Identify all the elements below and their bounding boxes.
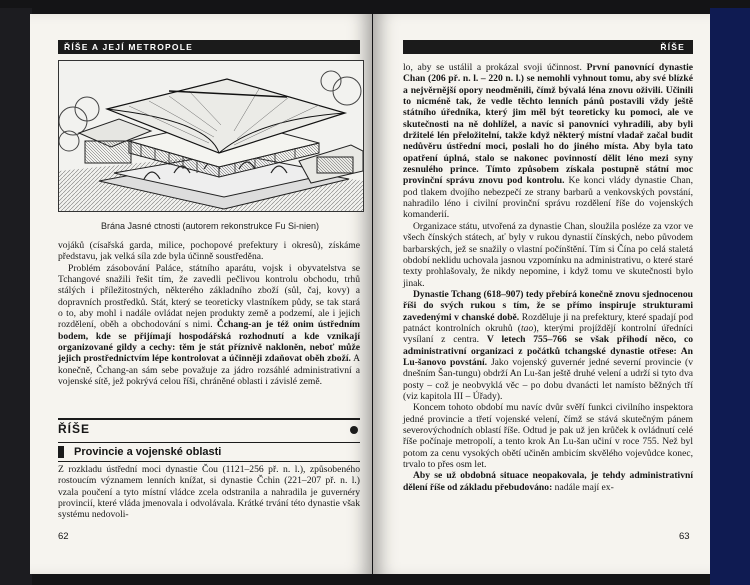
page-number-right: 63 [679,531,690,542]
text-run: lo, aby se ustálil a prokázal svoji účinnost. [403,62,582,73]
gate-drawing [59,61,363,211]
section-title: ŘÍŠE [58,422,91,436]
left-page [30,14,372,574]
paragraph: Koncem tohoto období mu navíc dvůr svěří funkci civilního inspektora jedné provincie a třetí vojenské velení, čímž se stává skutečným pánem severovýchodních oblastí říše. Odtud je pak už jen krůček k ovládnutí celé říše počínaje metropolí, a tento krok An Lu-šan učiní v roce 755. Než byl potom za cenu vysokých obětí učiněn ambicím skvělého vojevůdce konec, trvalo to přes osm let. [403,402,693,471]
italic-term: tao [521,322,534,334]
right-body [403,62,693,493]
bold-run: Aby se už obdobná situace neopakovala, je tehdy administrativní dělení říše od základu přebudováno: [403,470,693,493]
paragraph: Organizace státu, utvořená za dynastie Chan, sloužila posléze za vzor ve všech čínských státech, ať byly v rukou dynastií čínských, nebo původem barbarských, jež se snažily o vlastní počínštění. Tím si Čína po celá staletá období neklidu uchovala jasnou vzpomínku na administrativu, o které staré texty prohlašovaly, že nikdy nepomine, i když tomu ve skutečnosti bylo jinak. [403,220,693,289]
text-run: ), kterými projíždějí kontrolní úředníci vysílaní z centra. [403,322,693,346]
gate-illustration [58,60,364,212]
text-run: Ke konci vlády dynastie Chan, pod tlakem dvojího nebezpečí ze strany barbarů a venkovských povstání, nahradilo léno i civilní provinční správu rozdělení říše do vojenských komanderií. [403,175,694,221]
bold-run: Dynastie Tchang (618–907) tedy přebírá konečně znovu sjednocenou říši do svých rukou s tím, že se přímo inspiruje strukturami zavedenými v chanské době. [403,288,693,323]
book-edge-right [710,8,750,585]
left-body-bottom [58,464,360,521]
bold-run: Čchang-an je též onim ústředním bodem, kde se přijímají hospodářská rozhodnutí a kde vznikají organizované gildy a cechy: těm je stát příznivě nakloněn, neboť může jejich prostřednictvím lépe kontrolovat a účinněji zdaňovat oběh zboží. [58,319,360,365]
text-run: A konečně, Čchang-an sám sebe považuje za jádro rozsáhlé administrativní a vojenské sítě, jež pokrývá celou říši, chráněné oblasti i závislé země. [58,353,360,388]
right-page [373,14,710,574]
book-edge-left [0,8,32,585]
figure-caption: Brána Jasné ctnosti (autorem rekonstrukce Fu Si-nien) [100,221,320,231]
bullet-dot-icon [350,426,358,434]
left-body-top [58,240,360,387]
paragraph [403,62,693,221]
text-run: Problém zásobování Paláce, státního aparátu, vojsk i obyvatelstva se Tchangové snažili řešit tím, že zavedli pečlivou kontrolu obchodu, trhů stálých i příležitostných, některého základního zboží (sůl, čaj, kovy) a dopravních prostředků. Stát, který se teoreticky vlastníkem půdy, se tak stará o to, aby mohl i nadále ovládat nejen produkty země a podzemí, ale i jejich rozdělení, oběh a obchodování s nimi. [58,262,360,331]
paragraph [58,263,360,388]
bold-run: První panovnící dynastie Chan (206 př. n. l. – 220 n. l.) se nemohli vyhnout tomu, aby své blízké a nejvěrnější opory neodměnili, čímž bývalá léna znovu oživili. Učinili to nicméně tak, že vedle těchto lenních pánů postavili vždy ještě státního úředníka, který jim měl být teoreticky ku pomoci, ale ve skutečnosti na ně dohlížel, a navíc si panovníci vyhradili, aby byli držitelé lén přeložitelní, takže když některý místní vladař začal budit nedůvěru ústřední moci, poslali ho do jiného místa. Aby byla tato opatření úplná, stalo se nakonec povinností dělit léno mezi syny zesnulého prince. Tímto způsobem získala postupně státní moc provinční správu znovu pod kontrolu. [403,62,693,187]
paragraph: Z rozkladu ústřední moci dynastie Čou (1121–256 př. n. l.), způsobeného rostoucím významem lenních knížat, si dynastie Čchin (221–207 př. n. l.) vzala poučení a tyto místní vládce zcela odstranila a nahradila je guvernéry provincií, které vláda jmenovala i odvolávala. Krátké trvání této dynastie však systému nedovoli- [58,464,360,521]
page-number-left: 62 [58,531,69,542]
running-head-left: ŘÍŠE A JEJÍ METROPOLE [58,40,360,54]
paragraph [403,289,693,402]
subsection-title: Provincie a vojenské oblasti [74,446,222,458]
paragraph [403,470,693,493]
subsection-heading [58,442,360,462]
bold-run: V letech 755–766 se však přihodí něco, co administrativní organizaci z počátků tchangské dynastie otřese: An Lu-šanovo povstání. [403,334,694,368]
running-head-right: ŘÍŠE [403,40,693,54]
text-run: nadále mají ex- [554,481,614,493]
text-run: Rozděluje ji na prefektury, které spadají pod patnáct kontrolních okruhů ( [403,311,693,334]
text-run: Jako vojenský guvernér jedné severní provincie (v dnešním Šan-tungu) obdrží An Lu-šan ještě druhé velení a udrží si tyto dva posty – což je neobvyklá věc – po dobu dvanácti let namísto běžných tří (viz kapitola III – Úřady). [403,356,693,402]
section-heading [58,418,360,436]
subsection-marker-icon [58,446,64,458]
paragraph: vojáků (císařská garda, milice, pochopové prefektury i okresů), získáme představu, jak velká síla zde byla účinně soustředěna. [58,240,360,263]
